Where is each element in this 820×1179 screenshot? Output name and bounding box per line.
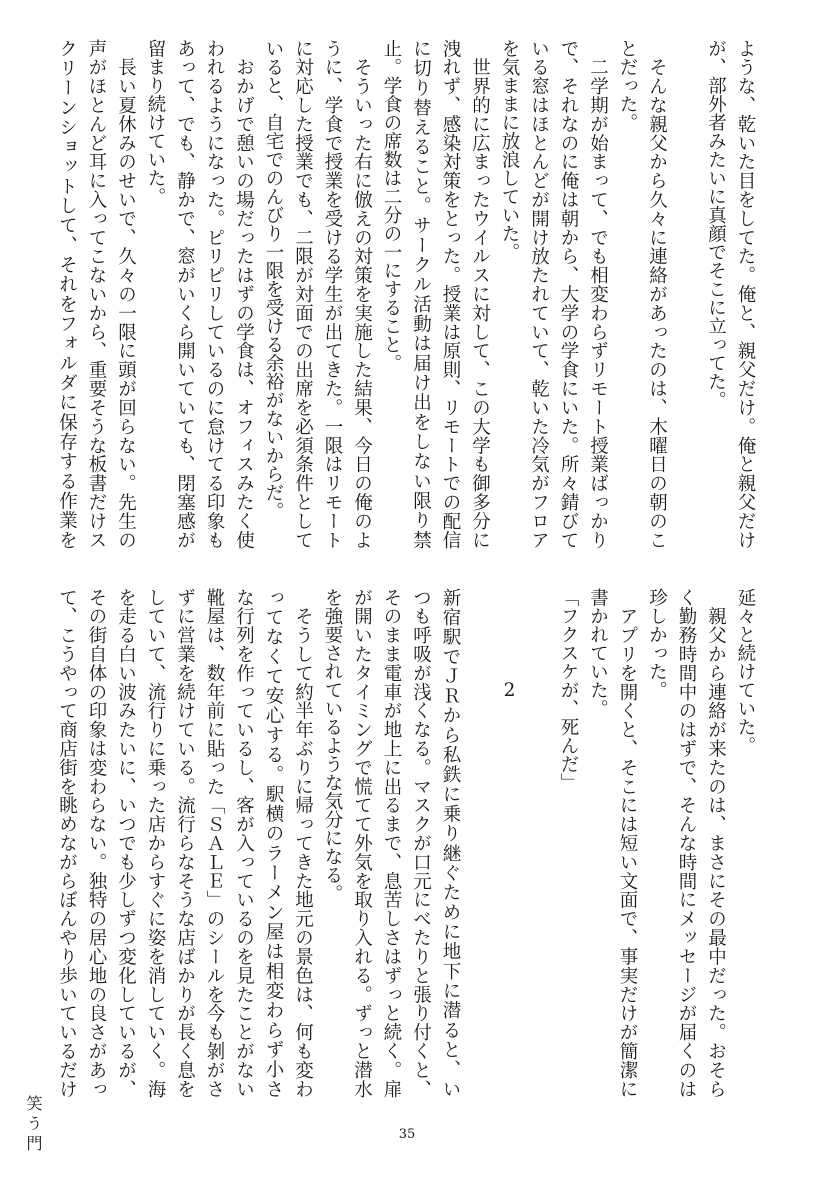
text-column: 留まり続けていた。: [145, 39, 166, 206]
text-column: ってなくて安心する。駅横のラーメン屋は相変わらず小さ: [263, 588, 284, 1098]
text-column: あって、でも、静かで、窓がいくら開いていても、閉塞感が: [174, 39, 196, 549]
text-column: 声がほとんど耳に入ってこないから、重要そうな板書だけス: [86, 39, 107, 549]
text-column: われるようになった。ピリピリしているのに怠けてる印象も: [204, 39, 225, 549]
blank-column: [524, 588, 554, 1098]
text-column: に対応した授業でも、二限が対面での出席を必須条件として: [292, 39, 314, 549]
lower-text-tier: [52, 588, 760, 1098]
text-column: 珍しかった。: [646, 588, 668, 699]
text-column: ような、乾いた目をしてた。俺と、親父だけ。俺と親父だけ: [735, 39, 756, 549]
text-column: 二学期が始まって、でも相変わらずリモート授業ばっかり: [587, 39, 609, 549]
section-number: 2: [499, 680, 520, 701]
text-column: そういった右に倣えの対策を実施した結果、今日の俺のよ: [351, 39, 373, 549]
text-column: て、こうやって商店街を眺めながらぼんやり歩いているだけ: [56, 588, 78, 1098]
text-column: 止。学食の席数は二分の一にすること。: [381, 39, 402, 372]
text-column: その街自体の印象は変わらない。独特の居心地の良さがあっ: [86, 588, 107, 1098]
text-column: そのまま電車が地上に出るまで、息苦しさはずっと続く。扉: [381, 588, 402, 1098]
text-column: いると、自宅でのんびり一限を受ける余裕がないからだ。: [263, 39, 284, 520]
text-column: が、部外者みたいに真顔でそこに立ってた。: [705, 39, 727, 409]
running-title: 笑う門: [24, 1095, 43, 1155]
text-column: していて、流行りに乗った店からすぐに姿を消していく。海: [145, 588, 166, 1098]
text-column: つも呼吸が浅くなる。マスクが口元にべたりと張り付くと、: [410, 588, 432, 1098]
text-column: アプリを開くと、そこには短い文面で、事実だけが簡潔に: [617, 588, 638, 1098]
text-column: とだった。: [617, 39, 638, 132]
text-column: を走る白い波みたいに、いつでも少しずつ変化しているが、: [115, 588, 137, 1098]
text-column: いる窓はほとんどが開け放たれていて、乾いた冷気がフロア: [528, 39, 550, 549]
page-number: 35: [398, 1127, 416, 1142]
text-column: ずに営業を続けている。流行らなそうな店ばかりが長く息を: [174, 588, 196, 1098]
text-column: く勤務時間中のはずで、そんな時間にメッセージが届くのは: [676, 588, 697, 1098]
text-column: を気ままに放浪していた。: [499, 39, 520, 261]
blank-column: [672, 39, 702, 549]
text-column: を強要されているような気分になる。: [322, 588, 343, 903]
upper-text-tier: [52, 39, 760, 549]
text-column: 靴屋は、数年前に貼った「ＳＡＬＥ」のシールを今も剝がさ: [204, 588, 225, 1098]
text-column: 洩れず、感染対策をとった。授業は原則、リモートでの配信: [440, 39, 461, 549]
text-column: に切り替えること。サークル活動は届け出をしない限り禁: [410, 39, 432, 549]
text-column: うに、学食で授業を受ける学生が出てきた。一限はリモート: [322, 39, 343, 549]
text-column: が開いたタイミングで慌てて外気を取り入れる。ずっと潜水: [351, 588, 373, 1098]
text-column: 新宿駅でＪＲから私鉄に乗り継ぐために地下に潜ると、い: [440, 588, 461, 1098]
text-column: 長い夏休みのせいで、久々の一限に頭が回らない。先生の: [115, 39, 137, 549]
text-column: おかげで憩いの場だったはずの学食は、オフィスみたく使: [233, 39, 255, 549]
blank-column: [465, 588, 495, 1098]
text-column: な行列を作っているし、客が入っているのを見たことがない: [233, 588, 255, 1098]
text-column: クリーンショットして、それをフォルダに保存する作業を: [56, 39, 78, 549]
text-column: 延々と続けていた。: [735, 588, 756, 755]
text-column: そんな親父から久々に連絡があったのは、木曜日の朝のこ: [646, 39, 668, 549]
text-column: 「フクスケが、死んだ」: [558, 588, 579, 792]
text-column: 世界的に広まったウイルスに対して、この大学も御多分に: [469, 39, 491, 549]
text-column: 親父から連絡が来たのは、まさにその最中だった。おそら: [705, 588, 727, 1098]
text-column: で、それなのに俺は朝から、大学の学食にいた。所々錆びて: [558, 39, 579, 549]
text-column: そうして約半年ぶりに帰ってきた地元の景色は、何も変わ: [292, 588, 314, 1098]
text-column: 書かれていた。: [587, 588, 609, 718]
